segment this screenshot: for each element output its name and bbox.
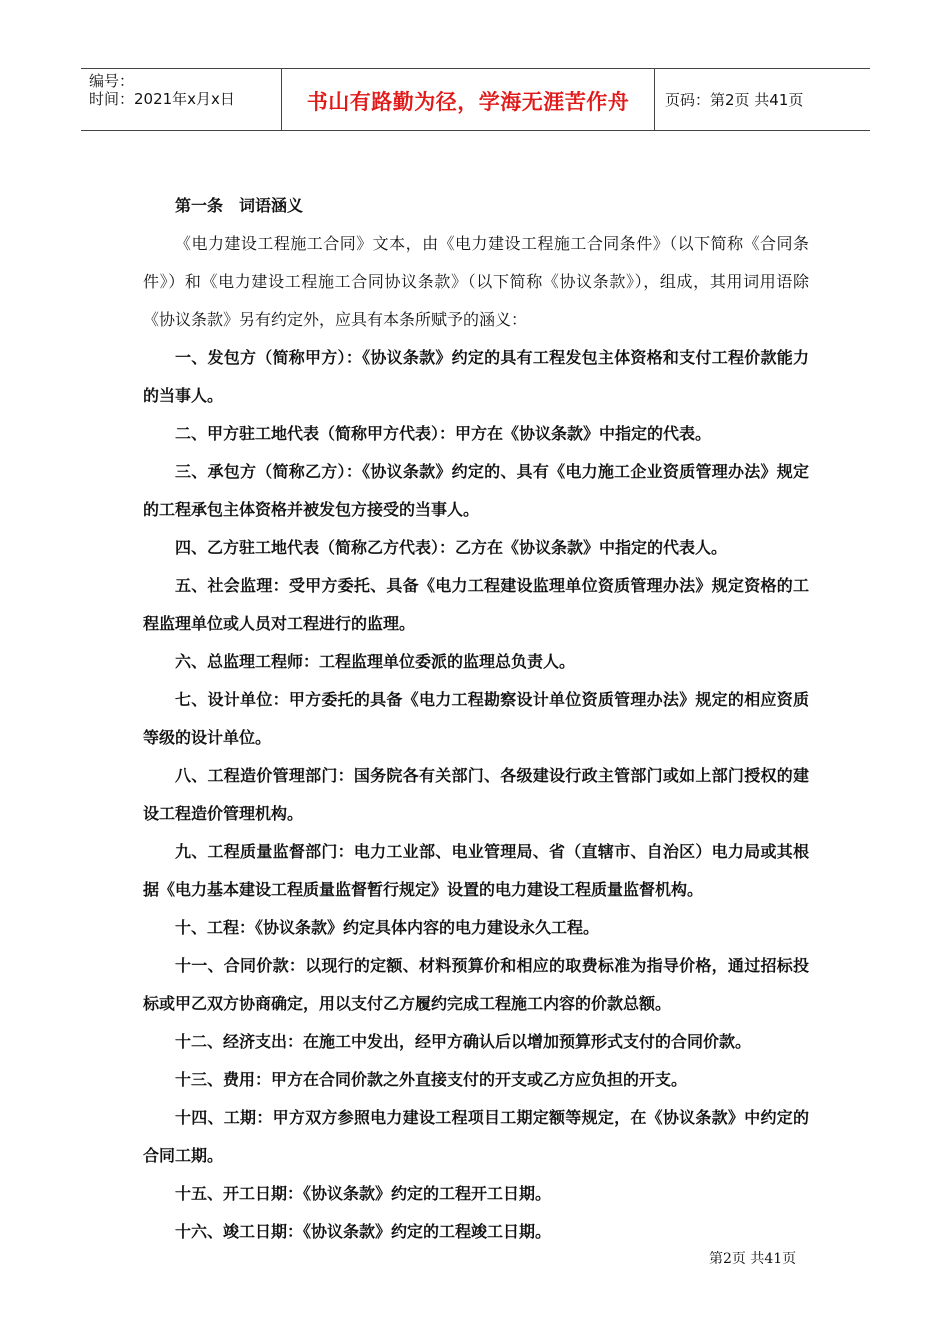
definition-item: 八、工程造价管理部门：国务院各有关部门、各级建设行政主管部门或如上部门授权的建设工程造价管理机构。 — [143, 766, 809, 823]
page-footer: 第2页 共41页 — [709, 1251, 797, 1267]
definition-item: 十、工程：《协议条款》约定具体内容的电力建设永久工程。 — [175, 918, 600, 937]
definition-item: 二、甲方驻工地代表（简称甲方代表）：甲方在《协议条款》中指定的代表。 — [175, 424, 712, 443]
definition-item: 十五、开工日期：《协议条款》约定的工程开工日期。 — [175, 1184, 552, 1203]
definition-item: 十二、经济支出：在施工中发出，经甲方确认后以增加预算形式支付的合同价款。 — [175, 1032, 752, 1051]
definition-item: 四、乙方驻工地代表（简称乙方代表）：乙方在《协议条款》中指定的代表人。 — [175, 538, 728, 557]
definition-item: 五、社会监理：受甲方委托、具备《电力工程建设监理单位资质管理办法》规定资格的工程监理单位或人员对工程进行的监理。 — [143, 576, 809, 633]
document-number-label: 编号： — [89, 72, 135, 90]
article-title: 第一条 词语涵义 — [175, 196, 304, 215]
document-time-label: 时间：2021年x月x日 — [89, 90, 235, 108]
definition-item: 七、设计单位：甲方委托的具备《电力工程勘察设计单位资质管理办法》规定的相应资质等级的设计单位。 — [143, 690, 809, 747]
header-meta — [81, 69, 282, 130]
definition-item: 十一、合同价款：以现行的定额、材料预算价和相应的取费标准为指导价格，通过招标投标或甲乙双方协商确定，用以支付乙方履约完成工程施工内容的价款总额。 — [143, 956, 809, 1013]
definition-item: 一、发包方（简称甲方）：《协议条款》约定的具有工程发包主体资格和支付工程价款能力的当事人。 — [143, 348, 809, 405]
article-intro: 《电力建设工程施工合同》文本，由《电力建设工程施工合同条件》（以下简称《合同条件》）和《电力建设工程施工合同协议条款》（以下简称《协议条款》），组成，其用词用语除《协议条款》另有约定外，应具有本条所赋予的涵义： — [143, 234, 809, 329]
definition-item: 十三、费用：甲方在合同价款之外直接支付的开支或乙方应负担的开支。 — [175, 1070, 688, 1089]
header-page-code: 页码：第2页 共41页 — [665, 91, 804, 109]
header-motto: 书山有路勤为径，学海无涯苦作舟 — [306, 90, 630, 114]
definition-item: 十六、竣工日期：《协议条款》约定的工程竣工日期。 — [175, 1222, 552, 1241]
page-header — [81, 68, 870, 131]
header-page-cell — [655, 69, 870, 130]
document-body — [143, 187, 809, 1251]
header-motto-cell — [282, 69, 655, 130]
definition-item: 三、承包方（简称乙方）：《协议条款》约定的、具有《电力施工企业资质管理办法》规定的工程承包主体资格并被发包方接受的当事人。 — [143, 462, 809, 519]
definition-item: 六、总监理工程师：工程监理单位委派的监理总负责人。 — [175, 652, 576, 671]
definition-item: 十四、工期：甲方双方参照电力建设工程项目工期定额等规定，在《协议条款》中约定的合同工期。 — [143, 1108, 809, 1165]
definition-item: 九、工程质量监督部门：电力工业部、电业管理局、省（直辖市、自治区）电力局或其根据《电力基本建设工程质量监督暂行规定》设置的电力建设工程质量监督机构。 — [143, 842, 809, 899]
